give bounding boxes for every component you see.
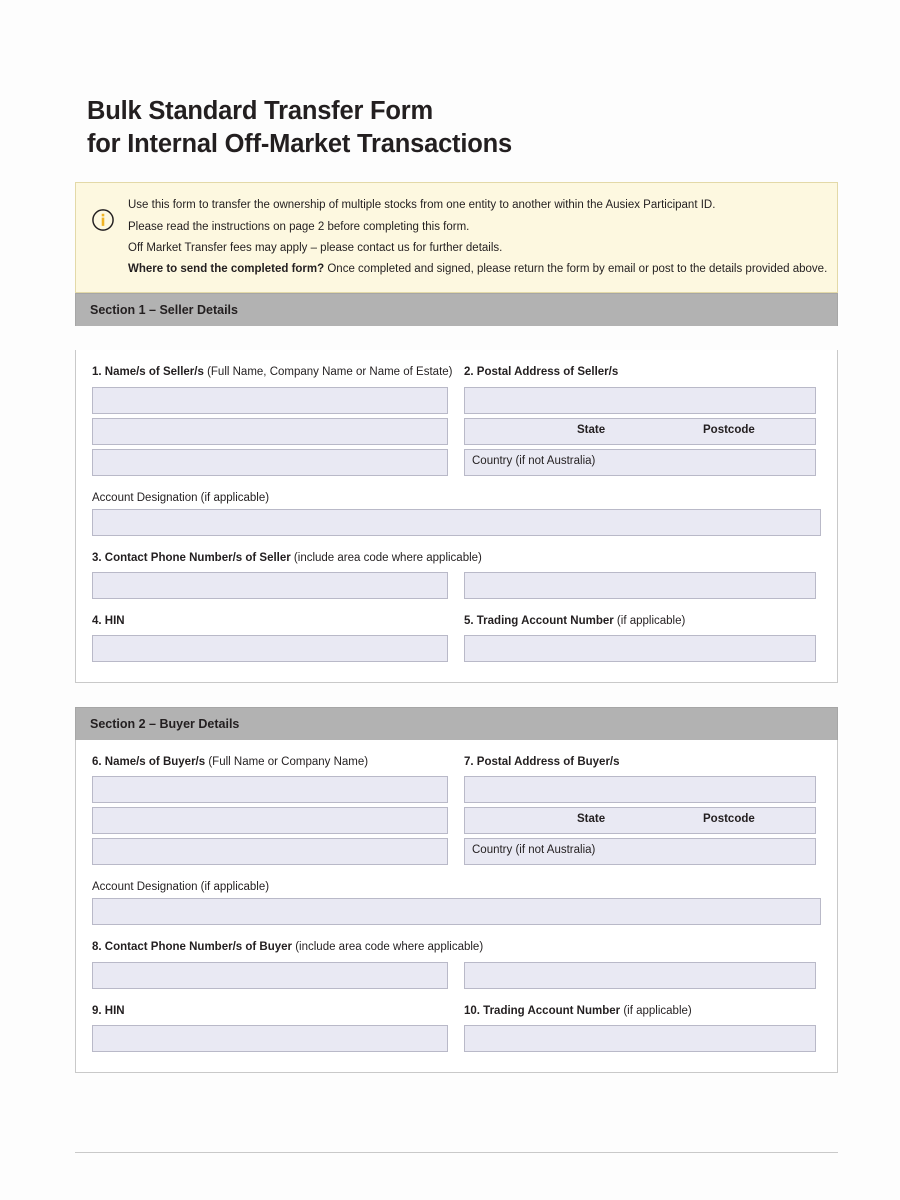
buyer-trading-label-rest: (if applicable): [620, 1004, 692, 1017]
seller-address-label-bold: 2. Postal Address of Seller/s: [464, 366, 619, 379]
page-title: [87, 95, 838, 160]
buyer-address-label: [464, 754, 816, 771]
seller-postcode-caption: Postcode: [703, 423, 755, 436]
page-bottom-rule: [75, 1152, 838, 1153]
notice-line-2: Please read the instructions on page 2 before completing this form.: [128, 220, 470, 233]
buyer-phone-label-bold: 8. Contact Phone Number/s of Buyer: [92, 941, 293, 954]
seller-state-postcode-row[interactable]: [464, 418, 816, 445]
seller-phone-label-rest: (include area code where applicable): [290, 551, 482, 564]
section-buyer-details: [75, 707, 838, 1073]
seller-trading-block: [464, 613, 816, 662]
title-line-1: Bulk Standard Transfer Form: [87, 97, 434, 125]
seller-trading-label: [464, 613, 816, 630]
section-2-header: Section 2 – Buyer Details: [75, 707, 838, 740]
section-1-header: Section 1 – Seller Details: [75, 293, 838, 326]
page-content: [75, 0, 838, 1073]
buyer-designation-input[interactable]: [92, 898, 821, 925]
buyer-hin-trading-row: [92, 1003, 821, 1052]
notice-line-4: [128, 259, 827, 280]
seller-hin-label-bold: 4. HIN: [92, 614, 125, 627]
seller-phone-label-bold: 3. Contact Phone Number/s of Seller: [92, 551, 291, 564]
seller-designation-input[interactable]: [92, 509, 821, 536]
buyer-trading-label: [464, 1003, 816, 1020]
seller-phone-block: [92, 550, 821, 599]
seller-phone-input-1[interactable]: [92, 572, 448, 599]
buyer-address-input-1[interactable]: [464, 776, 816, 803]
buyer-phone-input-2[interactable]: [464, 962, 816, 989]
seller-name-label-bold: 1. Name/s of Seller/s: [92, 366, 204, 379]
seller-name-input-3[interactable]: [92, 449, 448, 476]
buyer-hin-input[interactable]: [92, 1025, 448, 1052]
buyer-name-label: [92, 754, 448, 771]
seller-country-row[interactable]: [464, 449, 816, 476]
buyer-country-row[interactable]: [464, 838, 816, 865]
seller-hin-trading-row: [92, 613, 821, 662]
buyer-trading-label-bold: 10. Trading Account Number: [464, 1004, 621, 1017]
buyer-phone-label: [92, 939, 821, 956]
buyer-trading-block: [464, 1003, 816, 1052]
buyer-phone-block: [92, 939, 821, 988]
section-1-body: [75, 350, 838, 683]
instructions-notice: [75, 182, 838, 293]
notice-text: [128, 195, 827, 280]
buyer-phone-label-rest: (include area code where applicable): [292, 941, 484, 954]
buyer-country-caption: Country (if not Australia): [472, 844, 596, 857]
seller-name-block: [92, 364, 453, 479]
buyer-name-input-2[interactable]: [92, 807, 448, 834]
notice-line-4-rest: Once completed and signed, please return the form by email or post to the details provided above.: [324, 263, 828, 276]
seller-trading-input[interactable]: [464, 635, 816, 662]
seller-state-caption: State: [577, 423, 606, 436]
buyer-state-postcode-row[interactable]: [464, 807, 816, 834]
seller-hin-input[interactable]: [92, 635, 448, 662]
buyer-state-caption: State: [577, 813, 606, 826]
buyer-name-label-rest: (Full Name or Company Name): [205, 756, 369, 769]
buyer-hin-block: [92, 1003, 448, 1052]
seller-phone-input-2[interactable]: [464, 572, 816, 599]
notice-line-1: Use this form to transfer the ownership of multiple stocks from one entity to another within the Ausiex Participant ID.: [128, 199, 716, 212]
seller-address-block: [464, 364, 816, 479]
buyer-name-input-3[interactable]: [92, 838, 448, 865]
seller-country-caption: Country (if not Australia): [472, 454, 596, 467]
seller-name-label: [92, 364, 453, 381]
section-2-body: [75, 740, 838, 1073]
seller-name-input-2[interactable]: [92, 418, 448, 445]
buyer-designation-label: Account Designation (if applicable): [92, 881, 270, 894]
info-icon: [92, 209, 114, 231]
title-line-2: for Internal Off-Market Transactions: [87, 129, 512, 158]
buyer-name-block: [92, 754, 448, 869]
buyer-trading-input[interactable]: [464, 1025, 816, 1052]
buyer-postcode-caption: Postcode: [703, 813, 755, 826]
notice-line-4-bold: Where to send the completed form?: [128, 263, 325, 276]
seller-name-address-row: [92, 364, 821, 479]
buyer-address-label-bold: 7. Postal Address of Buyer/s: [464, 756, 620, 769]
seller-address-input-1[interactable]: [464, 387, 816, 414]
seller-phone-label: [92, 550, 821, 567]
seller-hin-label: [92, 613, 448, 630]
buyer-hin-label-bold: 9. HIN: [92, 1004, 125, 1017]
seller-trading-label-bold: 5. Trading Account Number: [464, 614, 614, 627]
notice-line-3: Off Market Transfer fees may apply – please contact us for further details.: [128, 241, 503, 254]
section-seller-details: [75, 293, 838, 683]
seller-trading-label-rest: (if applicable): [613, 614, 686, 627]
buyer-address-block: [464, 754, 816, 869]
seller-hin-block: [92, 613, 448, 662]
seller-designation-label: Account Designation (if applicable): [92, 491, 270, 504]
buyer-phone-input-1[interactable]: [92, 962, 448, 989]
seller-address-label: [464, 364, 816, 381]
buyer-name-input-1[interactable]: [92, 776, 448, 803]
buyer-name-address-row: [92, 754, 821, 869]
buyer-hin-label: [92, 1003, 448, 1020]
seller-name-label-rest: (Full Name, Company Name or Name of Estate): [203, 366, 453, 379]
buyer-name-label-bold: 6. Name/s of Buyer/s: [92, 756, 206, 769]
seller-name-input-1[interactable]: [92, 387, 448, 414]
